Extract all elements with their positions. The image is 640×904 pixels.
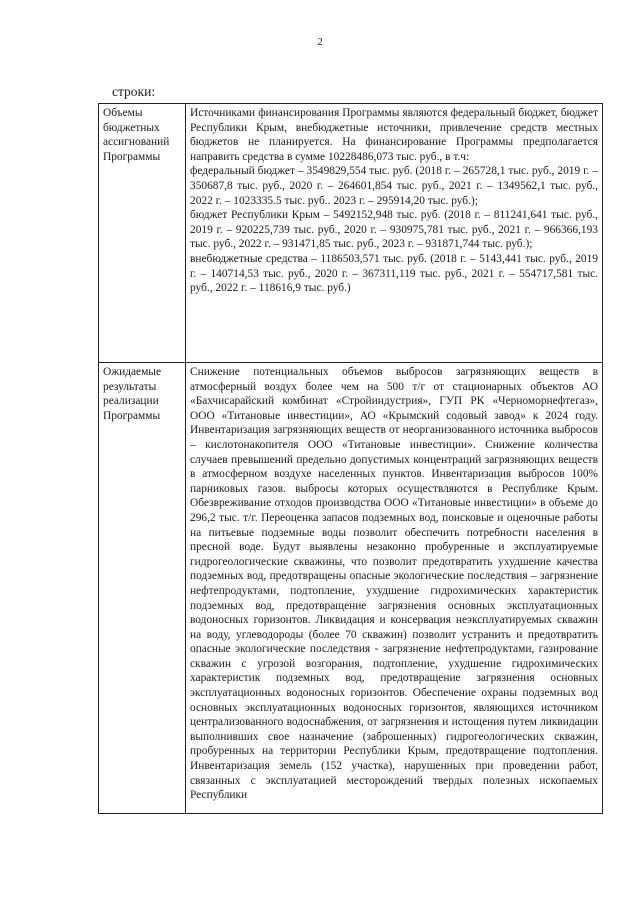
funding-paragraph-total: Источниками финансирования Программы являются федеральный бюджет, бюджет Республики Крым, внебюджетные источники, привлечение средств местных бюджетов не планируется. На финансирование Программы предполагается направить средства в сумме 10228486,073 тыс. руб., в т.ч: [190,107,598,163]
funding-paragraph-extrabudgetary: внебюджетные средства – 1186503,571 тыс. руб. (2018 г. – 5143,441 тыс. руб., 2019 г. – 140714,53 тыс. руб., 2020 г. – 367311,119 тыс. руб., 2021 г. – 554717,581 тыс. руб., 2022 г. – 118616,9 тыс. руб.) [190,252,598,295]
row-content-funding [186,104,603,363]
page-number: 2 [317,36,323,48]
results-paragraph: Снижение потенциальных объемов выбросов загрязняющих веществ в атмосферный воздух более чем на 500 т/г от стационарных объектов АО «Бахчисарайский комбинат «Стройиндустрия», ГУП РК «Черноморнефтегаз», ООО «Титановые инвестиции», АО «Крымский содовый завод» к 2024 году. Инвентаризация загрязняющих веществ от неорганизованного источника выбросов – кислотонакопителя ООО «Титановые инвестиции». Снижение количества случаев превышений предельно допустимых концентраций загрязняющих веществ в атмосферном воздухе населенных пунктов. Инвентаризация выбросов 100% парниковых газов. выбросы которых осуществляются в Республике Крым. Обезвреживание отходов производства ООО «Титановые инвестиции» в объеме до 296,2 тыс. т/г. Переоценка запасов подземных вод, поисковые и оценочные работы на питьевые подземные воды позволит обеспечить потребности населения в пресной воде. Будут выявлены незаконно пробуренные и эксплуатируемые гидрогеологические скважины, что позволит предотвратить ухудшение качества подземных вод, предотвращены опасные экологические последствия – загрязнение нефтепродуктами, подтопление, ухудшение гидрохимических характеристик подземных вод, предотвращение загрязнения основных эксплуатационных водоносных горизонтов. Ликвидация и консервация неэксплуатируемых скважин на воду, углеводороды (более 70 скважин) позволит устранить и предотвратить опасные экологические последствия - загрязнение нефтепродуктами, газирование скважин с угрозой возгорания, подтопление, ухудшение гидрохимических характеристик подземных вод, предотвращение загрязнения основных эксплуатационных водоносных горизонтов. Обеспечение охраны подземных вод основных эксплуатационных водоносных горизонтов, являющихся источником централизованного водоснабжения, от загрязнения и истощения путем ликвидации выполнивших свое назначение (заброшенных) гидрогеологических скважин, пробуренных на территории Республики Крым, предотвращение подтопления. Инвентаризация земель (152 участка), нарушенных при проведении работ, связанных с эксплуатацией месторождений твердых полезных ископаемых Республики [190,366,598,802]
program-table [98,103,603,814]
funding-paragraph-federal: федеральный бюджет – 3549829,554 тыс. руб. (2018 г. – 265728,1 тыс. руб., 2019 г. – 350687,8 тыс. руб., 2020 г. – 264601,854 тыс. руб., 2021 г. – 1349562,1 тыс. руб., 2022 г. – 1023335.5 тыс. руб.. 2023 г. – 295914,20 тыс. руб.); [190,165,598,207]
table-row [99,363,603,814]
table-row [99,104,603,363]
row-content-results [186,363,603,814]
funding-paragraph-republic: бюджет Республики Крым – 5492152,948 тыс. руб. (2018 г. – 811241,641 тыс. руб., 2019 г. – 920225,739 тыс. руб., 2020 г. – 930975,781 тыс. руб., 2021 г. – 966366,193 тыс. руб., 2022 г. – 931471,85 тыс. руб., 2023 г. – 931871,744 тыс. руб.); [190,209,598,251]
row-label-funding: Объемы бюджетных ассигнований Программы [99,104,186,363]
intro-text: строки: [112,84,156,99]
row-label-results: Ожидаемые результаты реализации Программы [99,363,186,814]
